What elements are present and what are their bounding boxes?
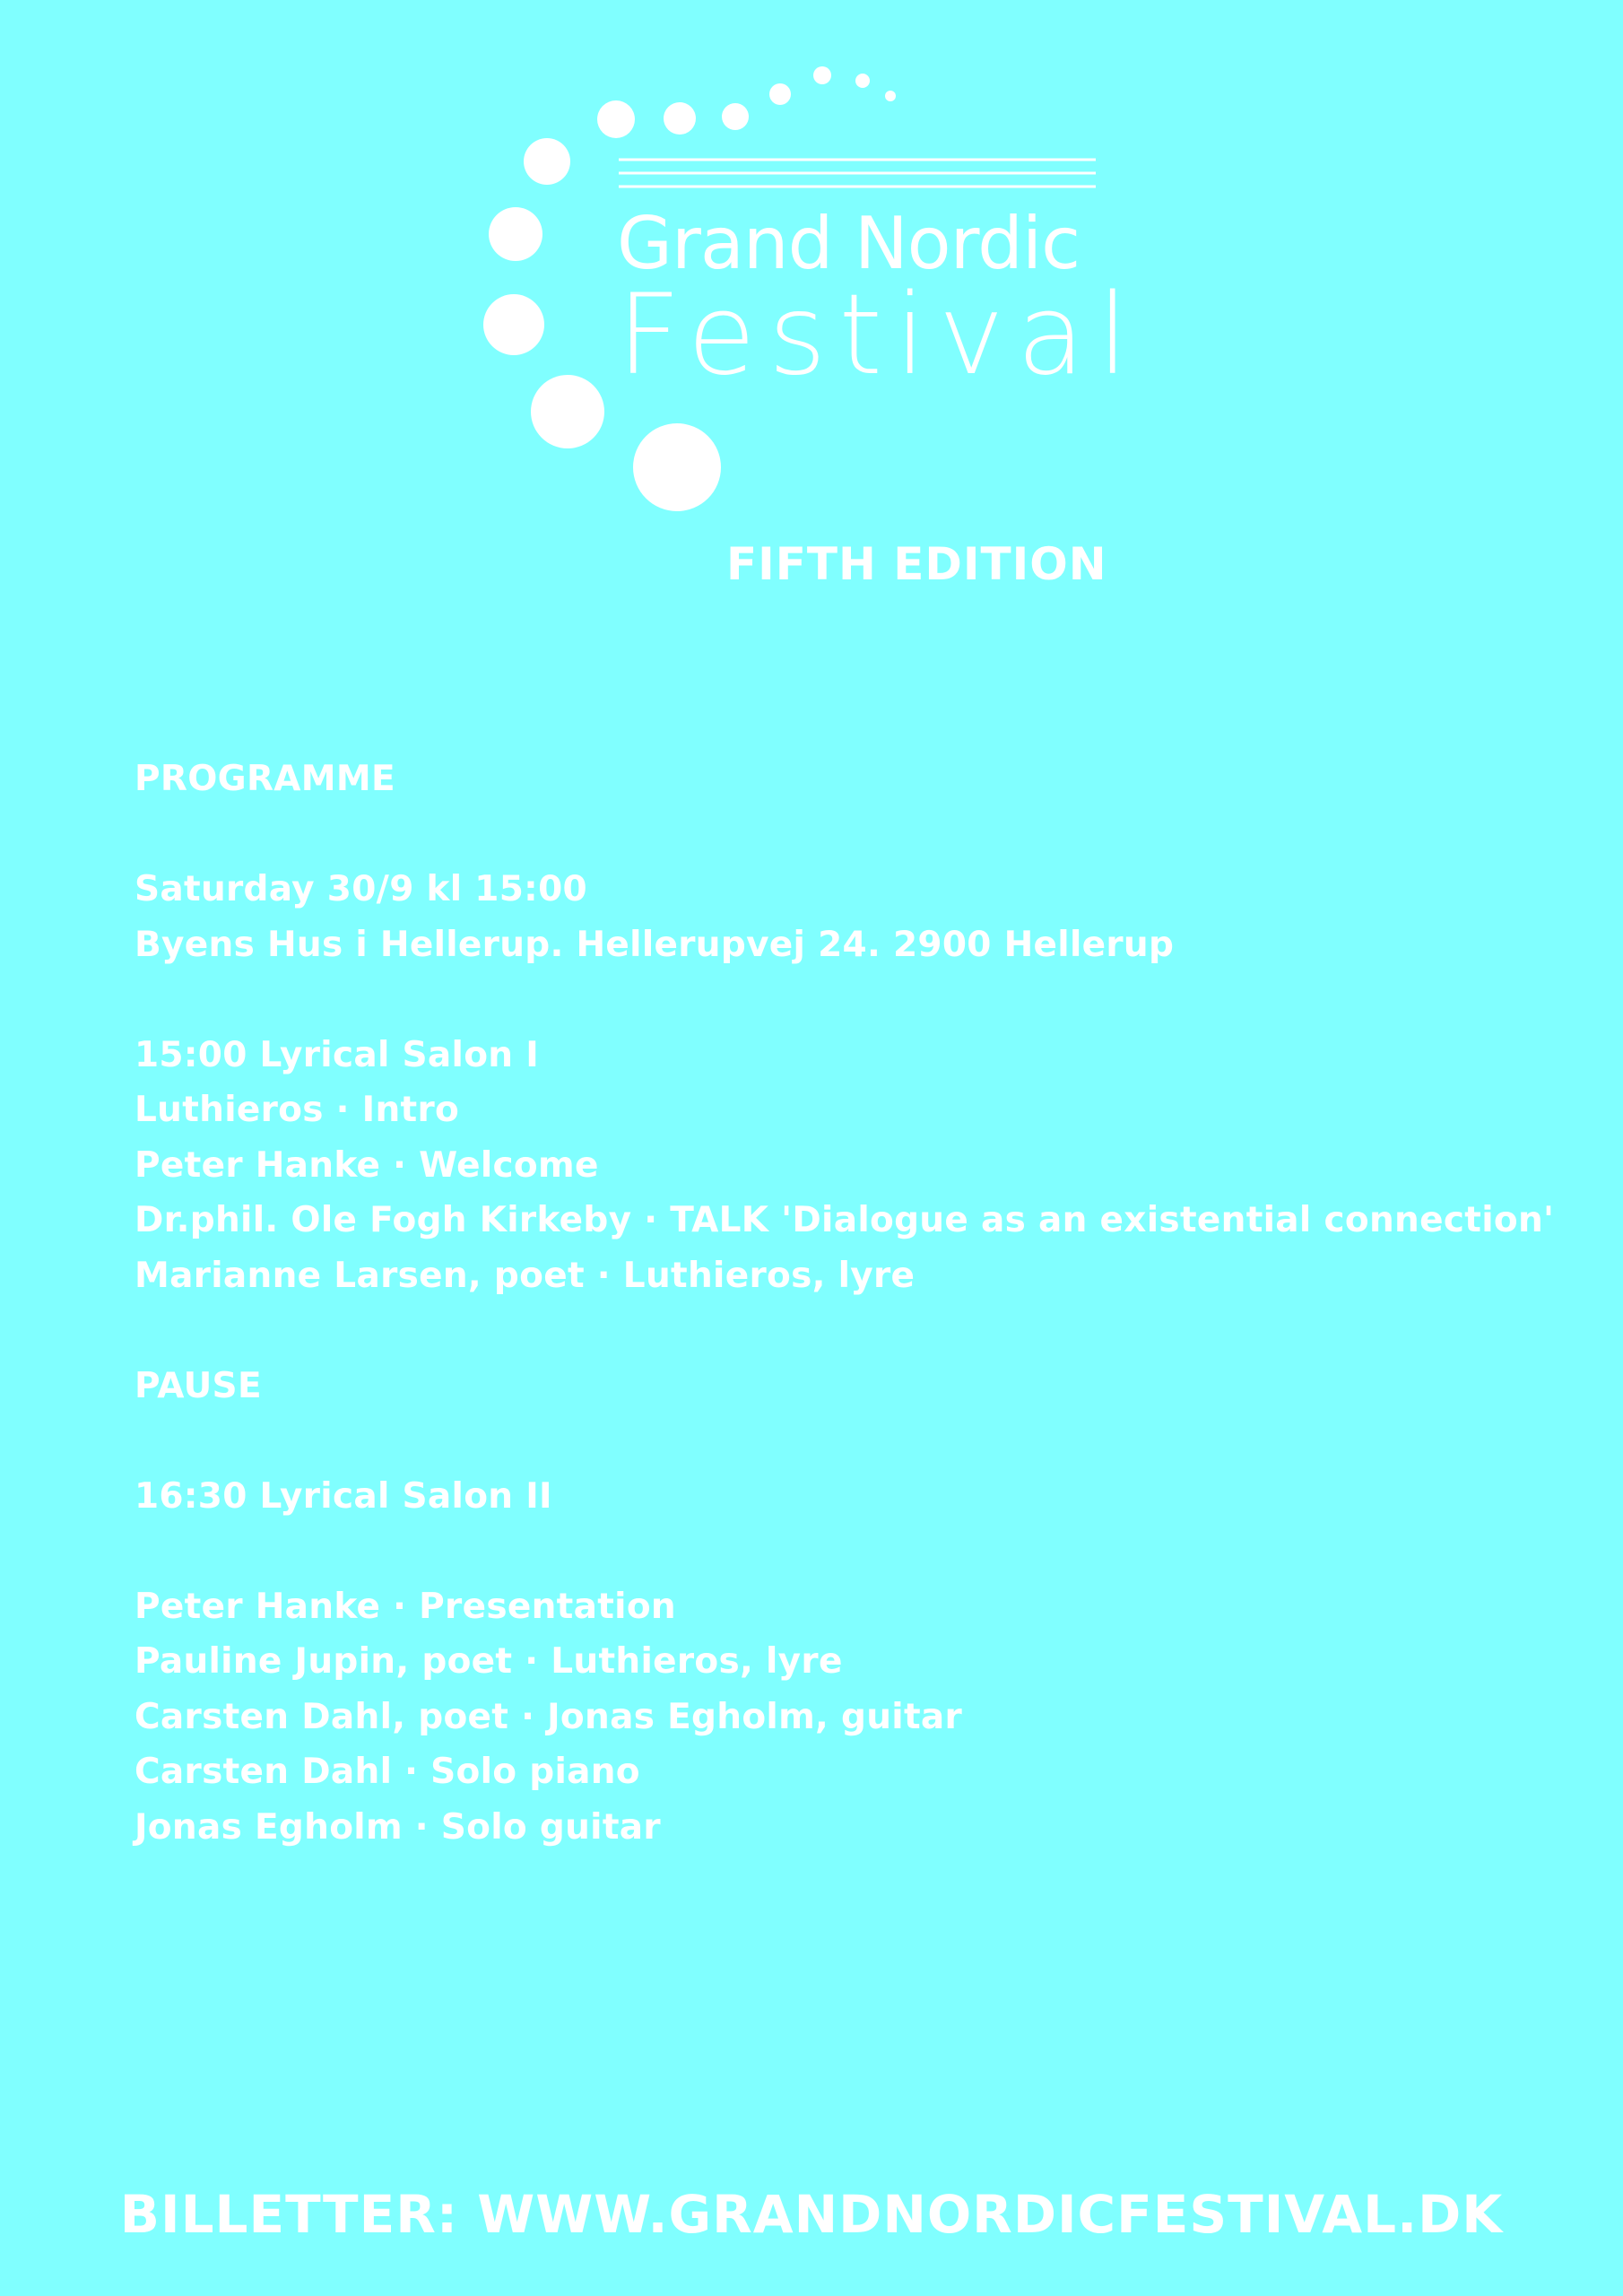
salon-1-item: Peter Hanke · Welcome xyxy=(135,1144,599,1186)
salon-1-title: 15:00 Lyrical Salon I xyxy=(135,1034,540,1075)
event-venue: Byens Hus i Hellerup. Hellerupvej 24. 2900 Hellerup xyxy=(135,924,1175,965)
tickets-url: BILLETTER: WWW.GRANDNORDICFESTIVAL.DK xyxy=(119,2184,1504,2245)
salon-2-item: Carsten Dahl · Solo piano xyxy=(135,1752,640,1792)
salon-2-item: Peter Hanke · Presentation xyxy=(135,1586,676,1627)
programme-heading: PROGRAMME xyxy=(135,759,395,799)
logo-title-grand-nordic: Grand Nordic xyxy=(617,202,1081,285)
salon-2-item: Carsten Dahl, poet · Jonas Egholm, guitar xyxy=(135,1696,963,1737)
edition-label: FIFTH EDITION xyxy=(726,538,1107,590)
pause-label: PAUSE xyxy=(135,1365,262,1406)
salon-2-item: Pauline Jupin, poet · Luthieros, lyre xyxy=(135,1641,843,1682)
programme-section xyxy=(135,752,1587,1855)
salon-1-item: Dr.phil. Ole Fogh Kirkeby · TALK 'Dialogue as an existential connection' xyxy=(135,1200,1555,1240)
salon-2-title: 16:30 Lyrical Salon II xyxy=(135,1475,552,1517)
logo-title-festival: Festival xyxy=(617,271,1141,400)
staff-lines xyxy=(619,160,1096,187)
salon-1-item: Luthieros · Intro xyxy=(135,1090,460,1130)
salon-2-item: Jonas Egholm · Solo guitar xyxy=(135,1806,661,1848)
salon-1-item: Marianne Larsen, poet · Luthieros, lyre xyxy=(135,1255,916,1296)
event-date: Saturday 30/9 kl 15:00 xyxy=(135,869,587,909)
